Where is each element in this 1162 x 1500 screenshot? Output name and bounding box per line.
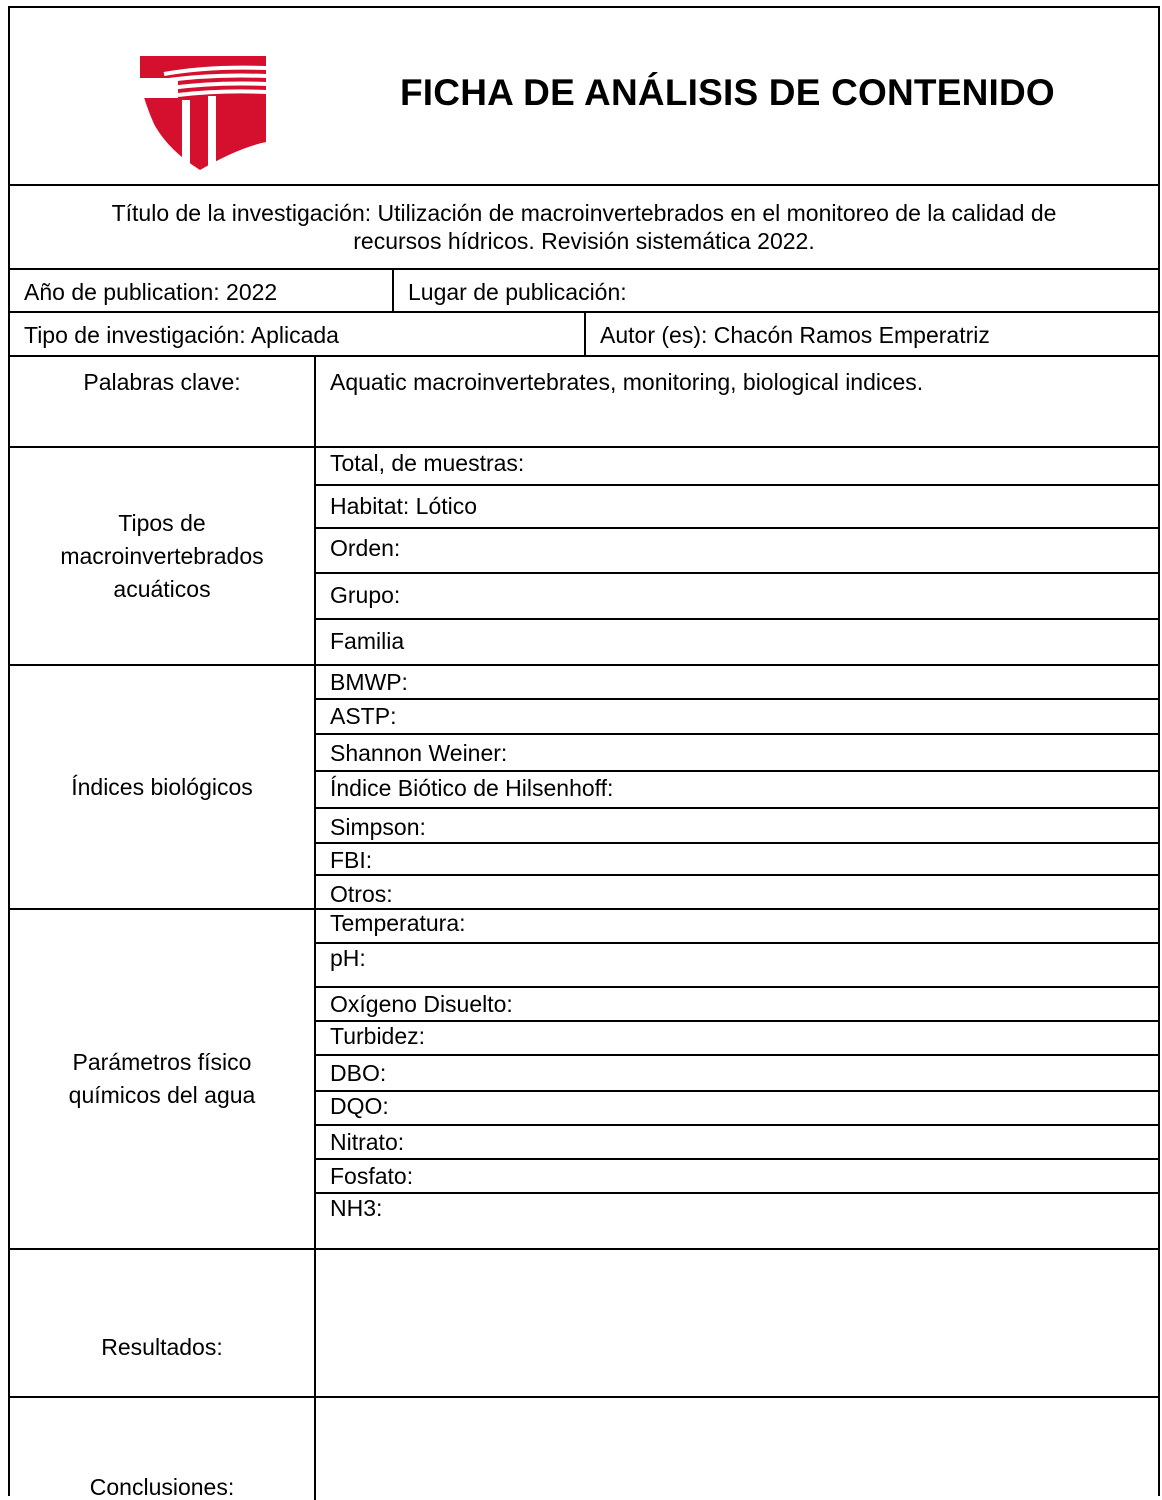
publication-row xyxy=(10,270,1158,313)
field-phosphate: Fosfato: xyxy=(316,1160,1158,1194)
field-order: Orden: xyxy=(316,529,1158,574)
conclusions-label: Conclusiones: xyxy=(89,1474,235,1500)
results-label: Resultados: xyxy=(101,1334,223,1360)
research-title-row xyxy=(10,186,1158,270)
label-line: Tipos de xyxy=(118,509,206,536)
macroinvertebrate-types-label xyxy=(10,448,314,664)
label-line: Índices biológicos xyxy=(71,773,253,800)
field-fbi: FBI: xyxy=(316,844,1158,876)
physicochemical-fields xyxy=(314,910,1158,1248)
field-simpson: Simpson: xyxy=(316,809,1158,844)
field-group: Grupo: xyxy=(316,574,1158,620)
field-hilsenhoff-index: Índice Biótico de Hilsenhoff: xyxy=(316,772,1158,809)
results-row xyxy=(10,1250,1158,1398)
label-line: acuáticos xyxy=(113,575,211,602)
authors: Autor (es): Chacón Ramos Emperatriz xyxy=(584,313,1158,355)
field-temperature: Temperatura: xyxy=(316,910,1158,944)
field-bmwp: BMWP: xyxy=(316,666,1158,700)
physicochemical-parameters-label xyxy=(10,910,314,1248)
field-shannon-weiner: Shannon Weiner: xyxy=(316,735,1158,772)
form-title: FICHA DE ANÁLISIS DE CONTENIDO xyxy=(400,72,1055,113)
field-dissolved-oxygen: Oxígeno Disuelto: xyxy=(316,988,1158,1022)
field-dbo: DBO: xyxy=(316,1056,1158,1092)
field-family: Familia xyxy=(330,628,405,654)
research-type: Tipo de investigación: Aplicada xyxy=(24,322,339,348)
macroinvertebrate-types-section xyxy=(10,448,1158,666)
field-astp: ASTP: xyxy=(316,700,1158,735)
keywords-value: Aquatic macroinvertebrates, monitoring, biological indices. xyxy=(314,357,1158,446)
biological-indices-section xyxy=(10,666,1158,910)
publication-place: Lugar de publicación: xyxy=(392,270,1158,311)
biological-indices-fields xyxy=(314,666,1158,908)
keywords-row xyxy=(10,357,1158,448)
field-nh3: NH3: xyxy=(330,1195,383,1221)
field-ph: pH: xyxy=(316,944,1158,988)
field-others: Otros: xyxy=(330,881,393,907)
university-logo xyxy=(138,54,268,172)
field-dqo: DQO: xyxy=(316,1092,1158,1126)
macroinvertebrate-fields xyxy=(314,448,1158,664)
biological-indices-label xyxy=(10,666,314,908)
form-header xyxy=(10,8,1158,186)
physicochemical-parameters-section xyxy=(10,910,1158,1250)
field-nitrate: Nitrato: xyxy=(316,1126,1158,1160)
field-total-samples: Total, de muestras: xyxy=(316,448,1158,486)
field-turbidity: Turbidez: xyxy=(316,1022,1158,1056)
research-title-line-1: Título de la investigación: Utilización de macroinvertebrados en el monitoreo de la calidad de xyxy=(111,200,1057,226)
conclusions-row xyxy=(10,1398,1158,1500)
field-habitat: Habitat: Lótico xyxy=(316,486,1158,529)
results-value xyxy=(314,1250,1158,1396)
research-type-row xyxy=(10,313,1158,357)
conclusions-value xyxy=(314,1398,1158,1500)
label-line: químicos del agua xyxy=(68,1082,256,1108)
label-line: macroinvertebrados xyxy=(60,542,264,569)
research-title-line-2: recursos hídricos. Revisión sistemática 2022. xyxy=(353,228,815,254)
publication-year: Año de publication: 2022 xyxy=(24,279,278,305)
label-line: Parámetros físico xyxy=(72,1049,252,1075)
content-analysis-form xyxy=(8,6,1160,1500)
keywords-label: Palabras clave: xyxy=(83,369,241,395)
